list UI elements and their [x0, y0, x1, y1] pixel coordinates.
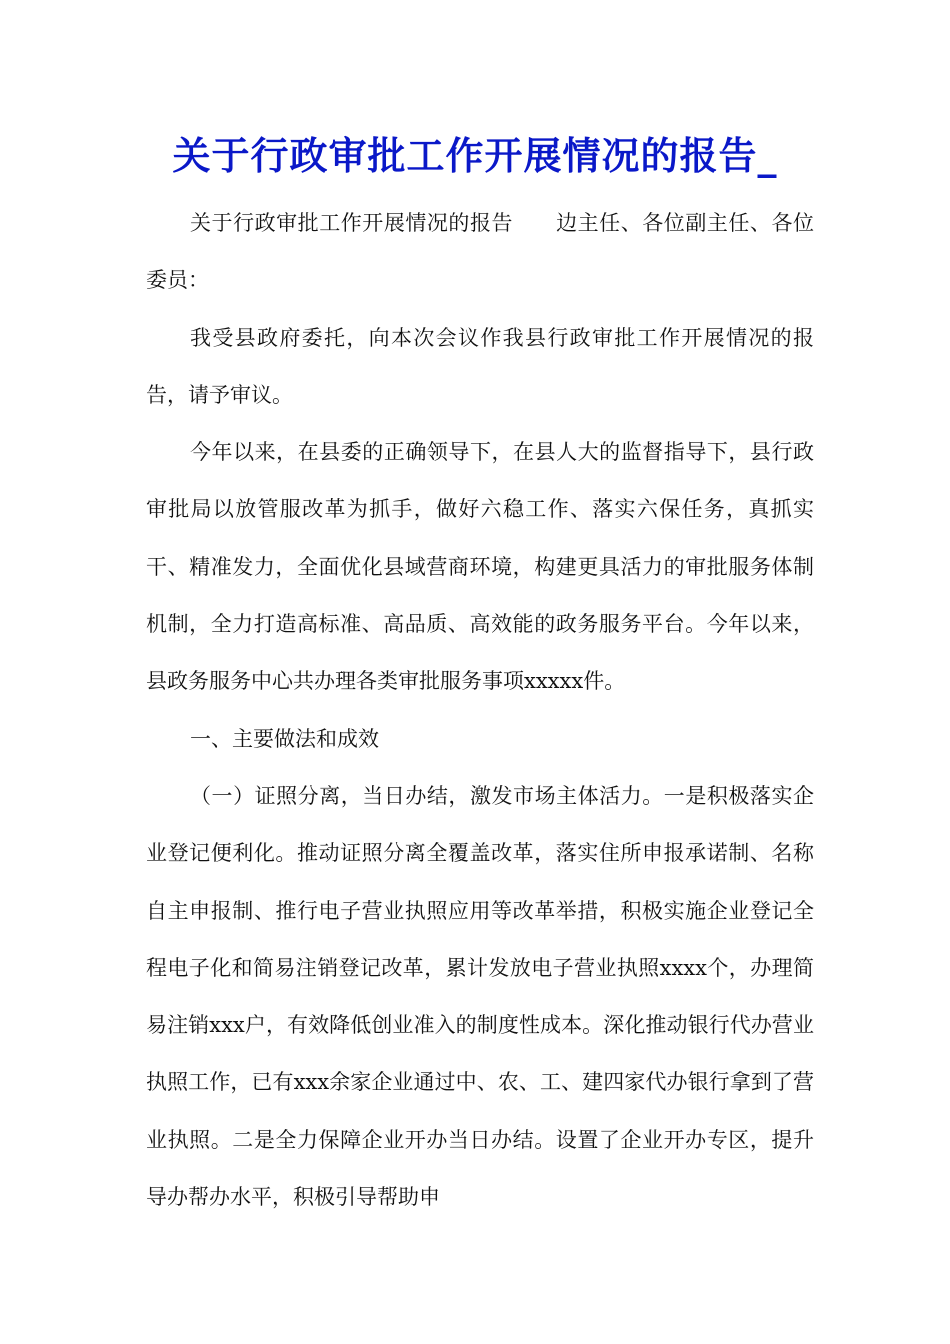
document-title: 关于行政审批工作开展情况的报告_	[172, 133, 778, 178]
document-body	[146, 195, 814, 1226]
paragraph-section-one: （一）证照分离，当日办结，激发市场主体活力。一是积极落实企业登记便利化。推动证照分离全覆盖改革，落实住所申报承诺制、名称自主申报制、推行电子营业执照应用等改革举措，积极实施企业登记全程电子化和简易注销登记改革，累计发放电子营业执照xxxx个，办理简易注销xxx户，有效降低创业准入的制度性成本。深化推动银行代办营业执照工作，已有xxx余家企业通过中、农、工、建四家代办银行拿到了营业执照。二是全力保障企业开办当日办结。设置了企业开办专区，提升导办帮办水平，积极引导帮助申	[146, 783, 814, 1210]
paragraph-intro: 我受县政府委托，向本次会议作我县行政审批工作开展情况的报告，请予审议。	[146, 325, 814, 407]
paragraph-salutation: 关于行政审批工作开展情况的报告 边主任、各位副主任、各位委员：	[146, 211, 814, 293]
section-heading: 一、主要做法和成效	[190, 726, 379, 751]
paragraph-overview: 今年以来，在县委的正确领导下，在县人大的监督指导下，县行政审批局以放管服改革为抓手，做好六稳工作、落实六保任务，真抓实干、精准发力，全面优化县域营商环境，构建更具活力的审批服务体制机制，全力打造高标准、高品质、高效能的政务服务平台。今年以来，县政务服务中心共办理各类审批服务事项xxxxx件。	[146, 440, 814, 694]
